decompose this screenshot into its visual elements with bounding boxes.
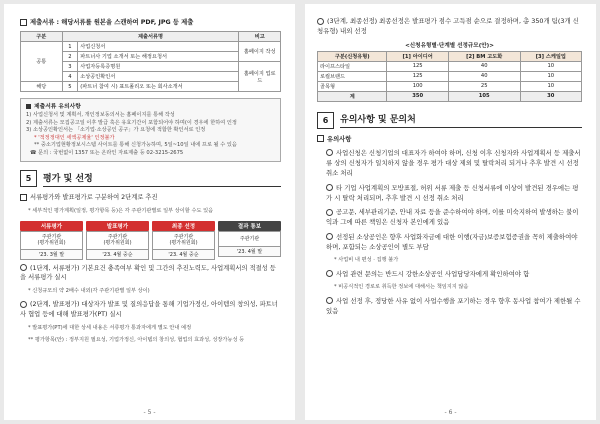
eval-p2-sub1: * 발표평가(PT)에 대한 상세 내용은 서류평가 통과자에게 별도 안내 예정 (28, 324, 192, 331)
flow-step-head: 발표평가 (86, 221, 149, 231)
notes-box (20, 98, 281, 162)
caution-sub: * 사업비 내 편성 · 집행 불가 (334, 257, 399, 264)
sel-cell: 10 (520, 71, 581, 81)
doc-name: 사업신청서 (78, 42, 239, 52)
sel-cell: 골목형 (318, 81, 387, 91)
list-item (326, 183, 582, 204)
doc-no: 1 (62, 42, 78, 52)
sel-cell: 125 (387, 71, 448, 81)
list-item (326, 269, 582, 279)
eval-intro: 서류평가와 발표평가로 구분하여 2단계로 추진 (30, 194, 158, 202)
doc-th-group: 구분 (21, 32, 63, 42)
document-table (20, 31, 281, 92)
eval-p2-sub2: ** 평가항목(안) : 정부지원 필요성, 기업가정신, 아이템의 창의성, 협업의 효과성, 성장가능성 등 (28, 337, 245, 344)
sel-cell: 10 (520, 81, 581, 91)
table-row (21, 42, 281, 52)
doc-note: 홈페이지 작성 (239, 42, 281, 62)
flow-step-head: 결과 통보 (218, 221, 281, 231)
circle-bullet-icon (326, 297, 333, 304)
note-item: ** 중소기업현황정보시스템 사이트를 통해 신청가능하며, 5일~10일 내에 프로 될 수 있음 (34, 142, 237, 149)
flow-step-body: 주관기관 (평가위원회) (152, 231, 215, 250)
flow-step-date: '23. 4월 말 (218, 247, 281, 257)
sel-cell: 100 (387, 81, 448, 91)
sel-cell: 105 (448, 91, 520, 101)
section-title: 평가 및 선정 (43, 171, 281, 187)
caution-sub: * 비공식적인 경로로 취득한 정보에 대해서는 책임지지 않음 (334, 284, 469, 291)
eval-sub: * 세부적인 평가계획(일정, 평가항목 등)은 각 주관기관별로 일부 상이할 수도 있음 (28, 207, 214, 214)
eval-p1: (1단계, 서류평가) 기본요건 충족여부 확인 및 그간의 추진노력도, 사업계획서의 적절성 등을 서류평가 실시 (20, 264, 276, 282)
circle-bullet-icon (326, 233, 333, 240)
flow-step-body: 주관기관 (218, 231, 281, 248)
selection-table-caption: <신청유형별·단계별 선정규모(안)> (405, 42, 494, 49)
sel-cell: 로컬브랜드 (318, 71, 387, 81)
note-item: 3) 소상공인확인서는 「소기업·소상공인 공구」가 요청에 적합한 확인서로 인정 (26, 127, 206, 134)
section-5-header (20, 170, 281, 187)
sel-cell: 350 (387, 91, 448, 101)
page-number: - 6 - (444, 409, 457, 416)
flow-step (218, 221, 281, 260)
table-row (318, 81, 582, 91)
eval-p1-sub: * 신청규모의 약 2배수 내외(각 주관기관별 일부 상이) (28, 287, 150, 294)
flow-step-body: 주관기관 (평가위원회) (20, 231, 83, 250)
sel-th: 구분(신청유형) (318, 51, 387, 61)
table-row-total (318, 91, 582, 101)
submit-header-line (20, 18, 281, 27)
list-item (326, 232, 582, 253)
sel-cell: 40 (448, 71, 520, 81)
section-6-header (317, 112, 582, 129)
note-item: 2) 제출서류는 모집공고일 이후 발급 혹은 유효기간이 포함되어야 하며(이 경우에 한하여 인정 (26, 119, 237, 126)
flow-step-head: 서류평가 (20, 221, 83, 231)
doc-name: 사업자등록증명원 (78, 62, 239, 72)
page-right (305, 4, 596, 420)
sel-cell: 계 (318, 91, 387, 101)
page-left (4, 4, 295, 420)
submit-header: 제출서류 : 해당서류를 원본을 스캔하여 PDF, JPG 등 제출 (30, 19, 194, 26)
list-item (326, 296, 582, 317)
flow-step (152, 221, 215, 260)
doc-group: 해당 (21, 82, 63, 92)
sel-th: [1] 아이디어 (387, 51, 448, 61)
doc-th-note: 비고 (239, 32, 281, 42)
doc-name: 파트너사 기업 소개서 또는 해정요청서 (78, 52, 239, 62)
checkbox-bullet-icon (20, 19, 27, 26)
sel-cell: 10 (520, 61, 581, 71)
selection-table (317, 51, 582, 102)
list-item (326, 207, 582, 228)
section-number: 5 (20, 170, 37, 187)
table-row (318, 61, 582, 71)
caution-text: 사업신청은 신청기업의 대표자가 하여야 하며, 신청 이후 신청자와 사업계획서 등 제출서류 상의 신청자가 일치하지 않을 경우 평가 대상 제외 및 탈락처리 되거나 추후 발견 시 선정 취소 처리 (326, 148, 581, 178)
sel-cell: 25 (448, 81, 520, 91)
doc-th-name: 제출서류명 (62, 32, 239, 42)
caution-list (317, 148, 582, 316)
eval-flow (20, 221, 281, 260)
sel-cell: 125 (387, 61, 448, 71)
doc-no: 4 (62, 72, 78, 82)
circle-bullet-icon (20, 264, 27, 271)
checkbox-bullet-icon (317, 135, 324, 142)
doc-name: (파트너 참여 시) 표트폴리오 또는 회사소개서 (78, 82, 239, 92)
page-number: - 5 - (143, 409, 156, 416)
note-item: 1) 사업신청서 및 계획서, 개인정보동의서는 홈페이지를 통해 작성 (26, 112, 175, 119)
notes-title: 제출서류 유의사항 (34, 104, 81, 111)
flow-step-date: '23. 4월 중순 (86, 250, 149, 260)
doc-no: 5 (62, 82, 78, 92)
flow-step-head: 최종 선정 (152, 221, 215, 231)
sel-th: [3] 스케일업 (520, 51, 581, 61)
note-item: ☎ 문의 : 국번없이 1357 또는 온라인 자료제출 등 02-3215-2675 (30, 149, 184, 156)
circle-bullet-icon (326, 270, 333, 277)
caution-text: 선정된 소상공인은 향후 사업화자금에 대한 이행(자금)보증보험증권을 꼭히 제출하여야 하며, 포함되는 소상공인이 별도 부담 (326, 232, 578, 251)
doc-note: 홈페이지 업로드 (239, 62, 281, 92)
sel-cell: 라이프스타일 (318, 61, 387, 71)
caution-text: 사업 선정 후, 정당한 사유 없이 사업수행을 포기하는 경우 향후 동사업 참여가 제한될 수 있음 (326, 296, 581, 316)
section-title: 유의사항 및 문의처 (340, 112, 582, 128)
circle-bullet-icon (326, 184, 333, 191)
sel-cell: 30 (520, 91, 581, 101)
circle-bullet-icon (317, 18, 324, 25)
sel-cell: 40 (448, 61, 520, 71)
doc-name: 소상공인확인서 (78, 72, 239, 82)
circle-bullet-icon (20, 301, 27, 308)
note-item: * '적정정대인 세액공제율' 인정불가 (34, 134, 115, 141)
flow-step-body: 주관기관 (평가위원회) (86, 231, 149, 250)
flow-step (86, 221, 149, 260)
doc-group: 공통 (21, 42, 63, 82)
caution-head: 유의사항 (327, 135, 352, 143)
doc-no: 3 (62, 62, 78, 72)
flow-step-date: '23. 3월 말 (20, 250, 83, 260)
caution-text: 공고문, 세부관리기준, 안내 자료 등을 준수하여야 하며, 이를 미숙지하여 발생하는 불이익과 그에 따른 책임은 신청자 본인에게 있음 (326, 208, 579, 227)
checkbox-bullet-icon (20, 194, 27, 201)
eval-p2: (2단계, 발표평가) 대상자가 발표 및 질의응답을 통해 기업가정신, 아이템의 창의성, 파트너사 협업 등에 대해 발표평가(PT) 실시 (20, 301, 278, 318)
final-selection-text: (3단계, 최종선정) 최종선정은 발표평가 점수 고득점 순으로 결정하며, 총 350개 팀(3개 신청유형) 내외 선정 (317, 17, 579, 36)
caution-text: 사업 관련 문의는 반드시 강한소상공인 사업담당자에게 확인하여야 함 (336, 269, 530, 278)
diamond-bullet-icon (26, 104, 31, 109)
doc-no: 2 (62, 52, 78, 62)
sel-th: [2] BM 고도화 (448, 51, 520, 61)
circle-bullet-icon (326, 209, 333, 216)
section-number: 6 (317, 112, 334, 129)
caution-text: 타 기업 사업계획의 모방표절, 허위 서류 제출 등 신청서류에 이상이 발견된 경우에는 평가 시 탈락 처리되며, 추후 발견 시 선정 취소 처리 (326, 183, 579, 202)
circle-bullet-icon (326, 149, 333, 156)
flow-step (20, 221, 83, 260)
list-item (326, 148, 582, 179)
table-row (318, 71, 582, 81)
flow-step-date: '23. 4월 중순 (152, 250, 215, 260)
